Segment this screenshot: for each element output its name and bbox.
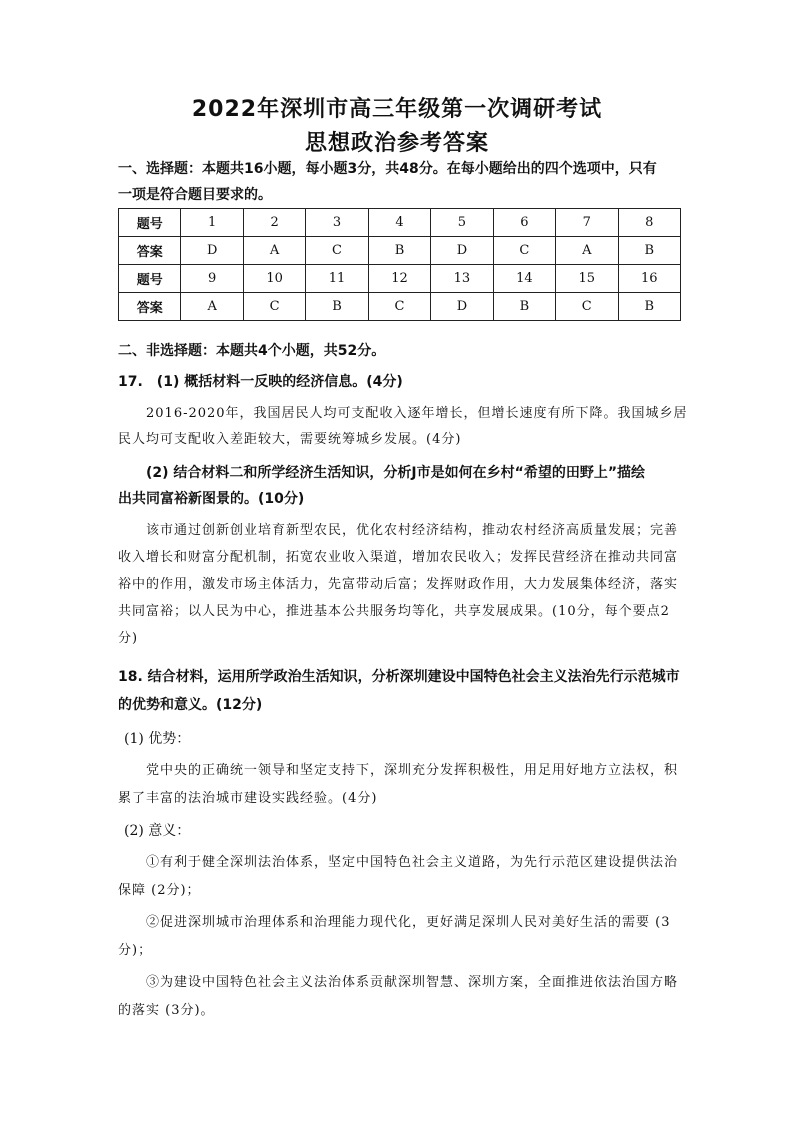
number-cell: 14	[493, 265, 555, 293]
answer-table	[118, 208, 681, 321]
answer-cell: D	[431, 293, 493, 321]
q18-point2-line2: 分)；	[118, 943, 153, 958]
section1-heading-line1: 一、选择题：本题共16小题，每小题3分，共48分。在每小题给出的四个选项中，只有	[118, 161, 657, 177]
row-label-answer: 答案	[119, 237, 181, 265]
q18-part2-label: (2) 意义：	[124, 823, 191, 839]
number-cell: 8	[618, 209, 681, 237]
number-cell: 15	[556, 265, 618, 293]
number-cell: 4	[368, 209, 430, 237]
q17-part1-answer-line2: 民人均可支配收入差距较大，需要统筹城乡发展。(4分)	[118, 432, 462, 447]
q18-question-line2: 的优势和意义。(12分)	[118, 697, 263, 713]
number-cell: 3	[306, 209, 368, 237]
q18-point2-line1: ②促进深圳城市治理体系和治理能力现代化，更好满足深圳人民对美好生活的需要 (3	[146, 915, 671, 930]
answer-cell: C	[368, 293, 430, 321]
answer-cell: B	[306, 293, 368, 321]
number-cell: 11	[306, 265, 368, 293]
answer-cell: A	[556, 237, 618, 265]
q17-part2-answer-line3: 裕中的作用，激发市场主体活力，先富带动后富；发挥财政作用，大力发展集体经济，落实	[118, 577, 679, 592]
q18-part1-answer-line1: 党中央的正确统一领导和坚定支持下，深圳充分发挥积极性，用足用好地方立法权，积	[146, 763, 679, 778]
q17-part1-answer-line1: 2016-2020年，我国居民人均可支配收入逐年增长，但增长速度有所下降。我国城乡居	[146, 406, 688, 421]
q18-part1-label: (1) 优势：	[124, 731, 191, 747]
number-cell: 6	[493, 209, 555, 237]
row-label-number: 题号	[119, 209, 181, 237]
number-cell: 2	[243, 209, 305, 237]
answer-cell: B	[618, 293, 681, 321]
page-subtitle: 思想政治参考答案	[304, 131, 489, 156]
answer-cell: B	[368, 237, 430, 265]
row-label-answer: 答案	[119, 293, 181, 321]
q18-part1-answer-line2: 累了丰富的法治城市建设实践经验。(4分)	[118, 791, 378, 806]
q17-part2-answer-line4: 共同富裕；以人民为中心，推进基本公共服务均等化，共享发展成果。(10分，每个要点2	[118, 604, 670, 619]
number-cell: 7	[556, 209, 618, 237]
q17-part2-answer-line5: 分)	[118, 631, 139, 646]
q17-part2-answer-line2: 收入增长和财富分配机制，拓宽农业收入渠道，增加农民收入；发挥民营经济在推动共同富	[118, 550, 679, 565]
answer-cell: A	[243, 237, 305, 265]
table-row-numbers-1	[119, 209, 681, 237]
answer-cell: C	[306, 237, 368, 265]
number-cell: 9	[181, 265, 243, 293]
table-row-answers-1	[119, 237, 681, 265]
q18-point1-line2: 保障 (2分)；	[118, 883, 201, 898]
q17-part2-question-line1: (2) 结合材料二和所学经济生活知识，分析J市是如何在乡村“希望的田野上”描绘	[146, 465, 646, 481]
answer-cell: D	[431, 237, 493, 265]
answer-cell: B	[493, 293, 555, 321]
section1-heading-line2: 一项是符合题目要求的。	[118, 187, 272, 203]
q17-part2-question-line2: 出共同富裕新图景的。(10分)	[118, 491, 305, 507]
answer-cell: A	[181, 293, 243, 321]
section2-heading: 二、非选择题：本题共4个小题，共52分。	[118, 343, 386, 359]
table-row-numbers-2	[119, 265, 681, 293]
answer-cell: C	[243, 293, 305, 321]
q18-point3-line2: 的落实 (3分)。	[118, 1003, 215, 1018]
q17-part1-question: 17. (1) 概括材料一反映的经济信息。(4分)	[118, 374, 403, 390]
number-cell: 10	[243, 265, 305, 293]
answer-cell: D	[181, 237, 243, 265]
q18-question-line1: 18. 结合材料，运用所学政治生活知识，分析深圳建设中国特色社会主义法治先行示范城市	[118, 669, 680, 685]
q18-point1-line1: ①有利于健全深圳法治体系，坚定中国特色社会主义道路，为先行示范区建设提供法治	[146, 855, 679, 870]
page-title: 2022年深圳市高三年级第一次调研考试	[191, 97, 603, 122]
number-cell: 16	[618, 265, 681, 293]
row-label-number: 题号	[119, 265, 181, 293]
number-cell: 1	[181, 209, 243, 237]
q18-point3-line1: ③为建设中国特色社会主义法治体系贡献深圳智慧、深圳方案，全面推进依法治国方略	[146, 975, 679, 990]
q17-part2-answer-line1: 该市通过创新创业培育新型农民，优化农村经济结构，推动农村经济高质量发展；完善	[146, 523, 679, 538]
answer-cell: C	[556, 293, 618, 321]
number-cell: 5	[431, 209, 493, 237]
number-cell: 13	[431, 265, 493, 293]
answer-cell: C	[493, 237, 555, 265]
answer-cell: B	[618, 237, 681, 265]
table-row-answers-2	[119, 293, 681, 321]
number-cell: 12	[368, 265, 430, 293]
